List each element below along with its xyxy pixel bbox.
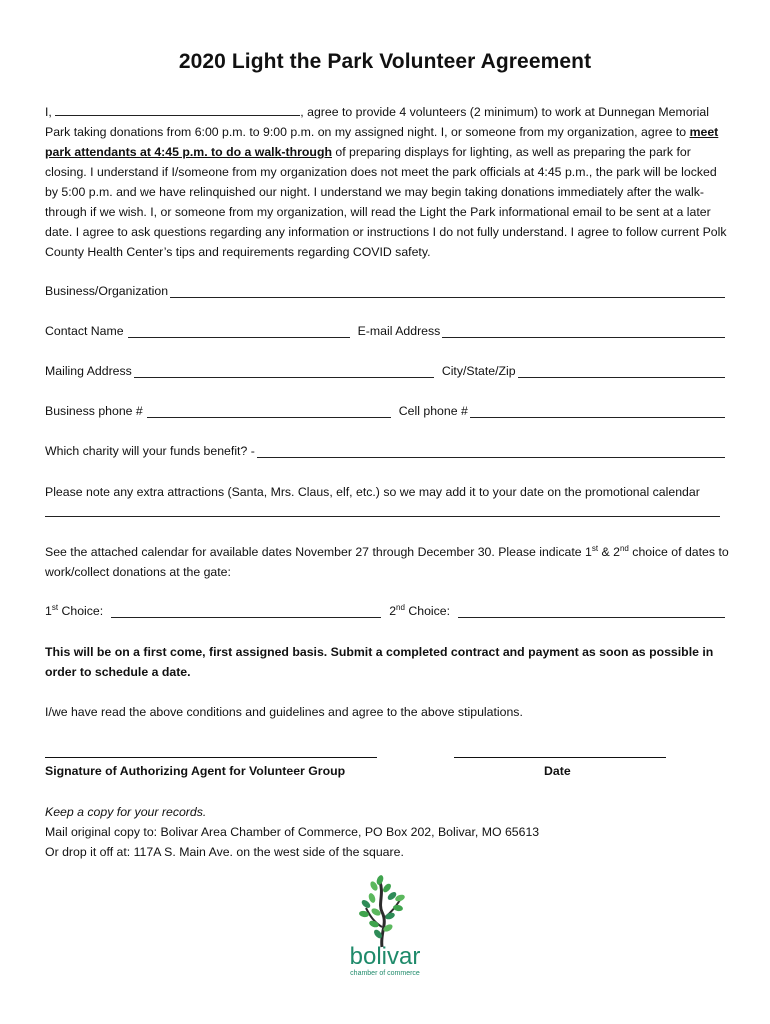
- keep-copy-note: Keep a copy for your records.: [45, 805, 207, 819]
- calendar-note-b: & 2: [598, 545, 620, 559]
- charity-label: Which charity will your funds benefit? -: [45, 444, 255, 458]
- bolivar-chamber-logo: [330, 872, 440, 982]
- mail-to-note: Mail original copy to: Bolivar Area Chamber of Commerce, PO Box 202, Bolivar, MO 65613: [45, 825, 540, 839]
- calendar-note-sup1: st: [591, 543, 599, 553]
- charity-row: [45, 444, 725, 458]
- calendar-note: [45, 542, 730, 582]
- contact-row: [45, 324, 725, 338]
- email-label: E-mail Address: [357, 324, 441, 338]
- business-row: [45, 284, 725, 298]
- drop-off-note: Or drop it off at: 117A S. Main Ave. on the west side of the square.: [45, 845, 404, 859]
- business-label: Business/Organization: [45, 284, 169, 298]
- extras-label: Please note any extra attractions (Santa, Mrs. Claus, elf, etc.) so we may add it to your date on the promotional calendar: [45, 485, 700, 499]
- stipulations: I/we have read the above conditions and guidelines and agree to the above stipulations.: [45, 705, 523, 719]
- agreement-paragraph: [45, 102, 730, 262]
- agreement-start: I,: [45, 105, 52, 119]
- cell-phone-field[interactable]: [470, 406, 725, 418]
- first-choice-label: 1st Choice:: [45, 602, 104, 618]
- business-phone-label: Business phone #: [45, 404, 143, 418]
- business-phone-field[interactable]: [147, 406, 391, 418]
- second-choice-label: 2nd Choice:: [389, 602, 451, 618]
- charity-field[interactable]: [257, 446, 725, 458]
- calendar-note-sup2: nd: [619, 543, 629, 553]
- contact-label: Contact Name: [45, 324, 124, 338]
- first-choice-field[interactable]: [111, 606, 381, 618]
- extras-field[interactable]: [45, 516, 720, 517]
- calendar-note-c: choice of dates to work/collect donations at the gate:: [45, 545, 729, 579]
- mailing-label: Mailing Address: [45, 364, 132, 378]
- email-field[interactable]: [442, 326, 725, 338]
- tree-icon: [330, 872, 440, 982]
- signature-label: Signature of Authorizing Agent for Volunteer Group: [45, 764, 346, 778]
- mailing-field[interactable]: [134, 366, 434, 378]
- page-title: 2020 Light the Park Volunteer Agreement: [178, 50, 592, 73]
- agreement-text-2: of preparing displays for lighting, as well as preparing the park for closing. I understand if I/someone from my organization does not meet the park officials at 4:45 p.m., the park will be locked by 5:00 p.m. and we have relinquished our night. I understand we may begin taking donations immediately after the walk-through if we wish. I, or someone from my organization, will read the Light the Park informational email to be sent at a later date. I agree to ask questions regarding any information or instructions I do not fully understand. I agree to follow current Polk County Health Center’s tips and requirements regarding COVID safety.: [45, 145, 727, 259]
- agreement-text-1: , agree to provide 4 volunteers (2 minimum) to work at Dunnegan Memorial Park taking donations from 6:00 p.m. to 9:00 p.m. on my assigned night. I, or someone from my organization, agree to: [45, 105, 709, 139]
- cell-phone-label: Cell phone #: [398, 404, 468, 418]
- second-choice-field[interactable]: [458, 606, 725, 618]
- date-label: Date: [544, 764, 571, 778]
- city-field[interactable]: [518, 366, 725, 378]
- calendar-note-a: See the attached calendar for available dates November 27 through December 30. Please indicate 1: [45, 545, 592, 559]
- logo-tagline: chamber of commerce: [350, 970, 420, 977]
- logo-wordmark: bolivar: [349, 943, 421, 970]
- choices-row: [45, 604, 725, 618]
- name-blank[interactable]: [55, 104, 300, 116]
- signature-line[interactable]: [45, 757, 377, 758]
- walkthrough-emphasis: meet park attendants at 4:45 p.m. to do a walk-through: [45, 125, 719, 159]
- mailing-row: [45, 364, 725, 378]
- date-line[interactable]: [454, 757, 666, 758]
- contact-field[interactable]: [128, 326, 350, 338]
- city-label: City/State/Zip: [441, 364, 516, 378]
- basis-note: This will be on a first come, first assigned basis. Submit a completed contract and payment as soon as possible in order to schedule a date.: [45, 645, 714, 679]
- business-field[interactable]: [170, 286, 725, 298]
- phone-row: [45, 404, 725, 418]
